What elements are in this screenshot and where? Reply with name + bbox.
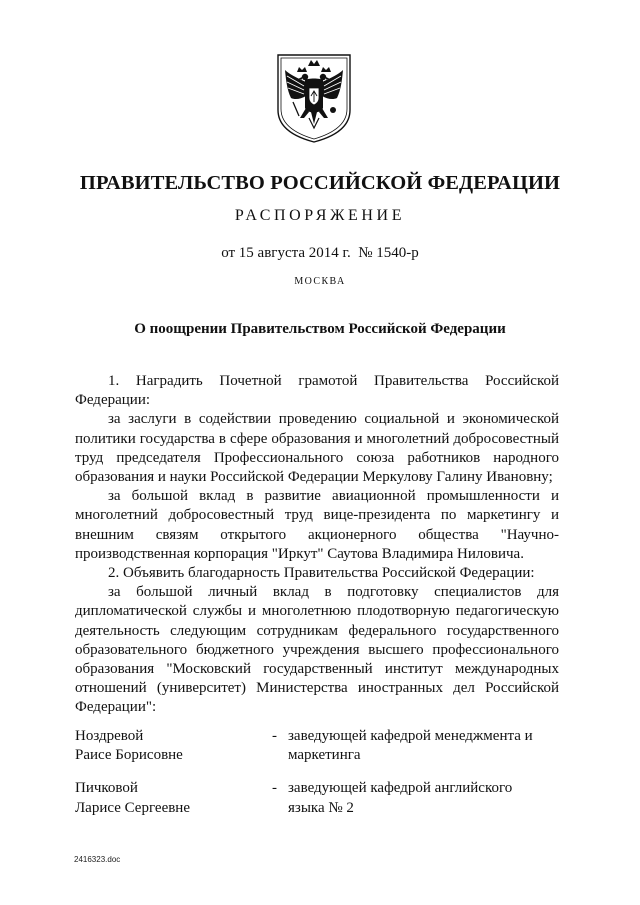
paragraph-gratitude: 2. Объявить благодарность Правительства Российской Федерации: [108,565,535,582]
paragraph-sautov: за большой вклад в развитие авиационной промышленности и многолетний добросовестный труд вице-президента по маркетингу и внешним связям открытого акционерного общества "Научно-производственная корпорация "Иркут" Саутова Владимира Ниловича. [75,488,559,562]
recipient-position [288,727,559,765]
recipient-dash: - [272,728,277,744]
recipient-position-line: маркетинга [288,747,361,764]
recipient-position-line: языка № 2 [288,799,354,816]
government-title: ПРАВИТЕЛЬСТВО РОССИЙСКОЙ ФЕДЕРАЦИИ [79,172,561,194]
document-city: МОСКВА [294,276,346,287]
recipient-row [75,727,559,765]
coat-of-arms-icon [275,52,353,144]
document-subject: О поощрении Правительством Российской Федерации [134,321,506,337]
document-date: от 15 августа 2014 г. [221,245,351,261]
recipient-surname: Пичковой [75,780,138,797]
recipient-name [75,779,265,817]
recipients-list [75,727,559,818]
recipient-position-line: заведующей кафедрой английского [288,780,513,797]
recipient-given-name: Ларисе Сергеевне [75,799,190,816]
recipient-name [75,727,265,765]
recipient-row [75,779,559,817]
paragraph-award: 1. Наградить Почетной грамотой Правительства Российской Федерации: [75,373,559,409]
paragraph-merkulova: за заслуги в содействии проведению социальной и экономической политики государства в сфере образования и многолетний добросовестный труд председателя Профессионального союза работников народного образования и науки Российской Федерации Меркулову Галину Ивановну; [75,411,559,486]
recipient-surname: Ноздревой [75,728,144,744]
document-number: № 1540-р [358,245,419,261]
recipient-position-line: заведующей кафедрой менеджмента и [288,728,533,744]
recipient-dash: - [272,780,277,797]
document-file-code: 2416323.doc [74,855,121,864]
recipient-given-name: Раисе Борисовне [75,747,183,764]
document-body [75,372,559,718]
document-date-number [0,245,640,262]
paragraph-mgimo: за большой личный вклад в подготовку специалистов для дипломатической службы и многолетнюю плодотворную педагогическую деятельность следующим сотрудникам федерального государственного образовательного бюджетного учреждения высшего профессионального образования "Московский государственный институт международных отношений (университет) Министерства иностранных дел Российской Федерации": [75,584,559,716]
recipient-position [288,779,559,817]
document-type: РАСПОРЯЖЕНИЕ [234,207,406,224]
